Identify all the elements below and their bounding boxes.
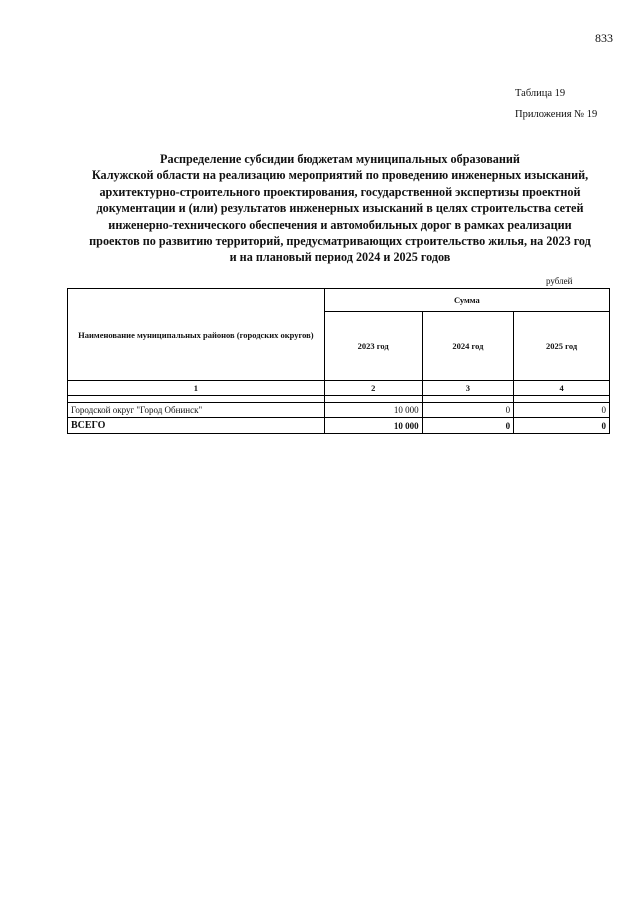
year-header-2025: 2025 год [514, 312, 610, 381]
title-line: Калужской области на реализацию мероприятий по проведению инженерных изысканий, [91, 168, 589, 183]
column-number: 3 [422, 381, 514, 396]
column-number: 4 [514, 381, 610, 396]
units-label: рублей [546, 276, 573, 286]
title-line: проектов по развитию территорий, предусматривающих строительство жилья, на 2023 год [89, 234, 591, 249]
year-header-2023: 2023 год [324, 312, 422, 381]
total-2025: 0 [514, 418, 610, 434]
table-reference: Таблица 19 [515, 88, 566, 99]
column-number: 1 [68, 381, 325, 396]
total-2024: 0 [422, 418, 514, 434]
page-number: 833 [595, 31, 613, 45]
subsidy-table [67, 288, 610, 434]
title-line: и на плановый период 2024 и 2025 годов [229, 250, 451, 265]
value-2023: 10 000 [324, 403, 422, 418]
title-line: инженерно-технического обеспечения и автомобильных дорог в рамках реализации [108, 217, 572, 232]
year-header-2024: 2024 год [422, 312, 514, 381]
appendix-reference: Приложения № 19 [515, 109, 598, 120]
total-2023: 10 000 [324, 418, 422, 434]
document-title [60, 151, 620, 266]
total-label: ВСЕГО [68, 418, 325, 434]
title-line: документации и (или) результатов инженерных изысканий в целях строительства сетей [96, 201, 584, 216]
title-line: архитектурно-строительного проектирования, государственной экспертизы проектной [99, 184, 581, 199]
value-2024: 0 [422, 403, 514, 418]
value-2025: 0 [514, 403, 610, 418]
title-line: Распределение субсидии бюджетам муниципальных образований [160, 152, 520, 166]
municipality-header: Наименование муниципальных районов (городских округов) [68, 289, 325, 381]
table-row [68, 403, 610, 418]
sum-header: Сумма [324, 289, 609, 312]
total-row [68, 418, 610, 434]
municipality-name: Городской округ "Город Обнинск" [68, 403, 325, 418]
column-number: 2 [324, 381, 422, 396]
